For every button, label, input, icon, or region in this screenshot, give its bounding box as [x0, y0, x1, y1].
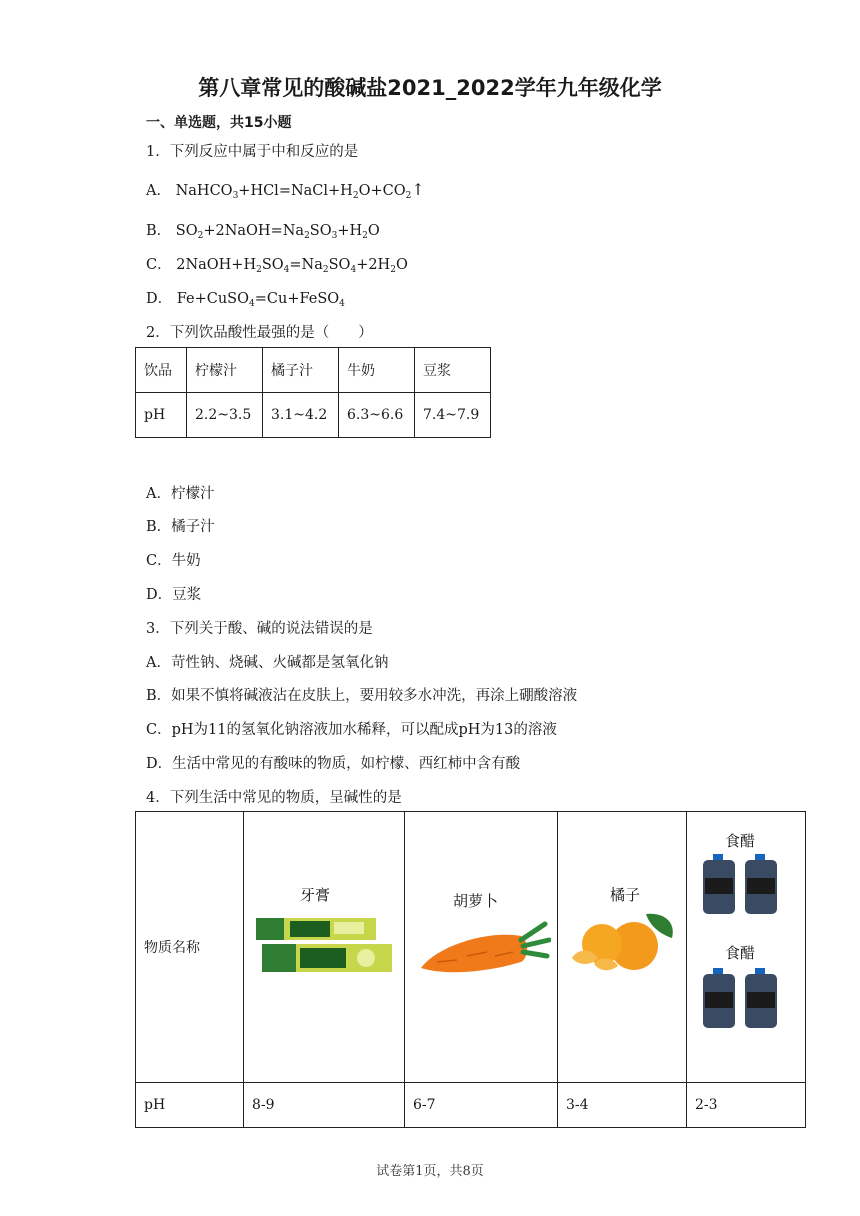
- image-label: 胡萝卜: [453, 892, 499, 910]
- section-heading: 一、单选题，共15小题: [146, 115, 292, 131]
- q1-option-d: D． Fe+CuSO$_4$=Cu+FeSO$_4$: [146, 291, 345, 309]
- table-row: [136, 393, 491, 438]
- q1-option-a: A． $NaHCO_3+HCl=NaCl+H_2O+CO_2↑$: [146, 180, 425, 201]
- page-footer: 试卷第1页，共8页: [376, 1164, 484, 1179]
- q3-option-c: C．pH为11的氢氧化钠溶液加水稀释，可以配成pH为13的溶液: [146, 722, 557, 738]
- image-label: 食醋: [725, 944, 756, 962]
- up-arrow-icon: ↑: [411, 180, 425, 199]
- carrot-image-cell: [405, 812, 558, 1083]
- q3-option-a: A．苛性钠、烧碱、火碱都是氢氧化钠: [146, 655, 389, 671]
- table-cell: 2.2~3.5: [187, 393, 263, 438]
- vinegar-bottle-icon: [697, 968, 797, 1028]
- table-row: [136, 812, 806, 1083]
- orange-image-cell: [558, 812, 687, 1083]
- toothpaste-image-cell: [244, 812, 405, 1083]
- q3-stem: 3．下列关于酸、碱的说法错误的是: [146, 621, 373, 637]
- q2-ph-table: [135, 347, 491, 438]
- table-cell: 橘子汁: [263, 348, 339, 393]
- q4-substance-table: [135, 811, 806, 1128]
- q2-option-b: B．橘子汁: [146, 519, 215, 535]
- table-cell: pH: [136, 393, 187, 438]
- table-cell: 7.4~7.9: [415, 393, 491, 438]
- toothpaste-icon: [254, 914, 394, 976]
- table-cell: pH: [136, 1083, 244, 1128]
- q1-option-b: B． $SO_2+2NaOH=Na_2SO_3+H_2O$: [146, 223, 380, 241]
- q1-option-c: C． $2NaOH+H_2SO_4=Na_2SO_4+2H_2O$: [146, 257, 408, 275]
- table-cell: 豆浆: [415, 348, 491, 393]
- table-cell: 8-9: [244, 1083, 405, 1128]
- image-label: 食醋: [725, 832, 756, 850]
- table-cell: 2-3: [687, 1083, 806, 1128]
- q2-option-c: C．牛奶: [146, 553, 201, 569]
- q3-option-b: B．如果不慎将碱液沾在皮肤上，要用较多水冲洗，再涂上硼酸溶液: [146, 688, 578, 704]
- q4-stem: 4．下列生活中常见的物质，呈碱性的是: [146, 790, 402, 806]
- page-title: 第八章常见的酸碱盐2021_2022学年九年级化学: [198, 76, 662, 100]
- q3-option-d: D．生活中常见的有酸味的物质，如柠檬、西红柿中含有酸: [146, 756, 521, 772]
- table-cell: 3.1~4.2: [263, 393, 339, 438]
- q1-stem: 1．下列反应中属于中和反应的是: [146, 144, 359, 160]
- orange-icon: [568, 908, 684, 974]
- image-label: 橘子: [610, 886, 641, 904]
- table-cell: 物质名称: [136, 812, 244, 1083]
- carrot-icon: [417, 916, 551, 980]
- vinegar-image-cell: [687, 812, 806, 1083]
- table-cell: 6.3~6.6: [339, 393, 415, 438]
- table-cell: 牛奶: [339, 348, 415, 393]
- table-cell: 饮品: [136, 348, 187, 393]
- table-cell: 柠檬汁: [187, 348, 263, 393]
- q2-stem: 2．下列饮品酸性最强的是（ ）: [146, 325, 373, 341]
- vinegar-bottle-icon: [697, 854, 797, 914]
- table-cell: 3-4: [558, 1083, 687, 1128]
- table-cell: 6-7: [405, 1083, 558, 1128]
- table-row: [136, 1083, 806, 1128]
- q2-option-d: D．豆浆: [146, 587, 202, 603]
- table-row: [136, 348, 491, 393]
- image-label: 牙膏: [300, 886, 331, 904]
- q2-option-a: A．柠檬汁: [146, 486, 215, 502]
